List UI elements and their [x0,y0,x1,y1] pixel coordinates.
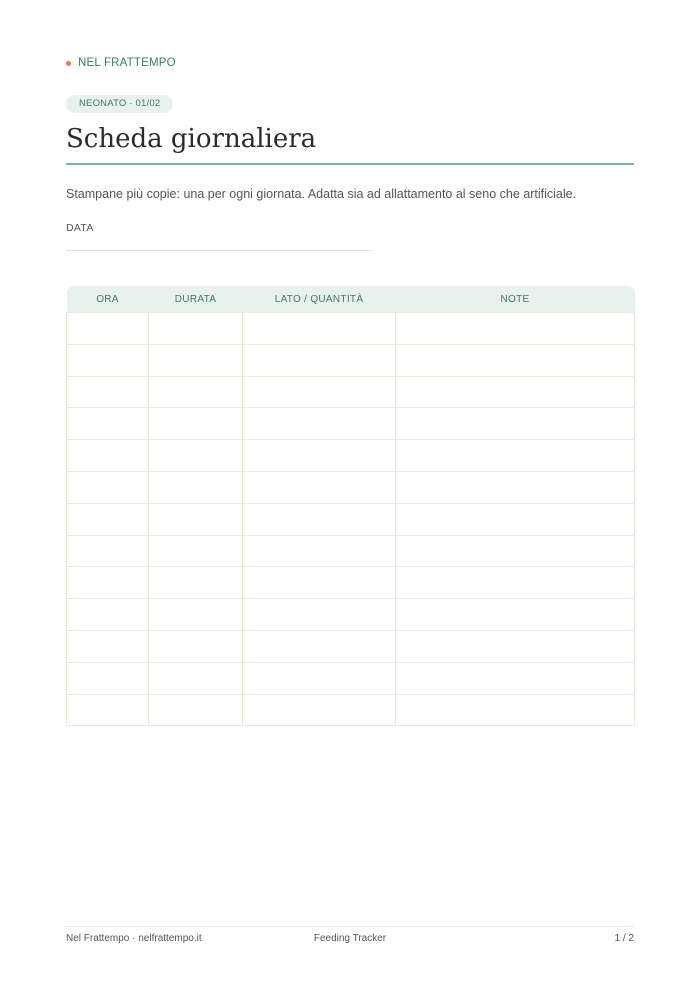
table-cell [396,630,635,662]
footer [66,933,634,944]
table-cell [243,408,396,440]
table-cell [149,535,243,567]
section-badge: NEONATO · 01/02 [66,95,173,113]
table-cell [67,535,149,567]
table-cell [396,313,635,345]
page-title: Scheda giornaliera [66,124,317,154]
table-cell [396,599,635,631]
table-row [67,662,635,694]
table-row [67,408,635,440]
table-cell [67,408,149,440]
table-cell [243,344,396,376]
table-cell [396,567,635,599]
table-row [67,471,635,503]
table-cell [243,471,396,503]
table-row [67,630,635,662]
footer-divider [66,926,634,927]
brand-dot-icon [66,61,71,66]
column-header-note: NOTE [396,286,635,313]
table-cell [67,313,149,345]
table-cell [396,344,635,376]
table-cell [396,503,635,535]
table-cell [396,694,635,726]
title-divider [66,163,634,165]
table-row [67,440,635,472]
table-cell [149,694,243,726]
brand [66,57,176,69]
table-row [67,535,635,567]
table-body [67,313,635,726]
column-header-lato-quantita: LATO / QUANTITÀ [243,286,396,313]
table-cell [149,662,243,694]
table-cell [149,630,243,662]
table-cell [67,694,149,726]
column-header-ora: ORA [67,286,149,313]
table-cell [149,313,243,345]
table-cell [149,440,243,472]
brand-name: NEL FRATTEMPO [78,57,176,69]
table-cell [67,630,149,662]
table-cell [243,630,396,662]
table-cell [67,503,149,535]
table-cell [149,503,243,535]
table-row [67,313,635,345]
date-write-line [66,250,372,251]
table-cell [243,503,396,535]
table-cell [67,599,149,631]
table-row [67,599,635,631]
table-cell [243,694,396,726]
table-header-row [67,286,635,313]
table-cell [67,662,149,694]
table-row [67,376,635,408]
table-row [67,694,635,726]
table-cell [67,440,149,472]
table-cell [243,440,396,472]
intro-text: Stampane più copie: una per ogni giornata. Adatta sia ad allattamento al seno che artificiale. [66,187,577,201]
table-cell [149,599,243,631]
table-cell [243,376,396,408]
table-cell [67,344,149,376]
footer-page-number: 1 / 2 [614,933,634,944]
table-cell [243,662,396,694]
table-cell [67,567,149,599]
table-cell [149,344,243,376]
footer-document-name: Feeding Tracker [313,933,387,944]
table-cell [149,471,243,503]
column-header-durata: DURATA [149,286,243,313]
date-label: DATA [66,222,94,234]
footer-site: Nel Frattempo · nelfrattempo.it [66,933,202,944]
table-cell [243,599,396,631]
table-row [67,567,635,599]
table-cell [149,376,243,408]
table-cell [149,408,243,440]
table-cell [67,471,149,503]
table-cell [67,376,149,408]
table-row [67,503,635,535]
table-cell [243,535,396,567]
table-cell [396,471,635,503]
table-cell [149,567,243,599]
table-cell [243,567,396,599]
table-cell [396,662,635,694]
table-cell [396,408,635,440]
table-cell [396,376,635,408]
table-cell [396,440,635,472]
table-cell [243,313,396,345]
feeding-log-table [66,286,635,726]
table-row [67,344,635,376]
table-cell [396,535,635,567]
